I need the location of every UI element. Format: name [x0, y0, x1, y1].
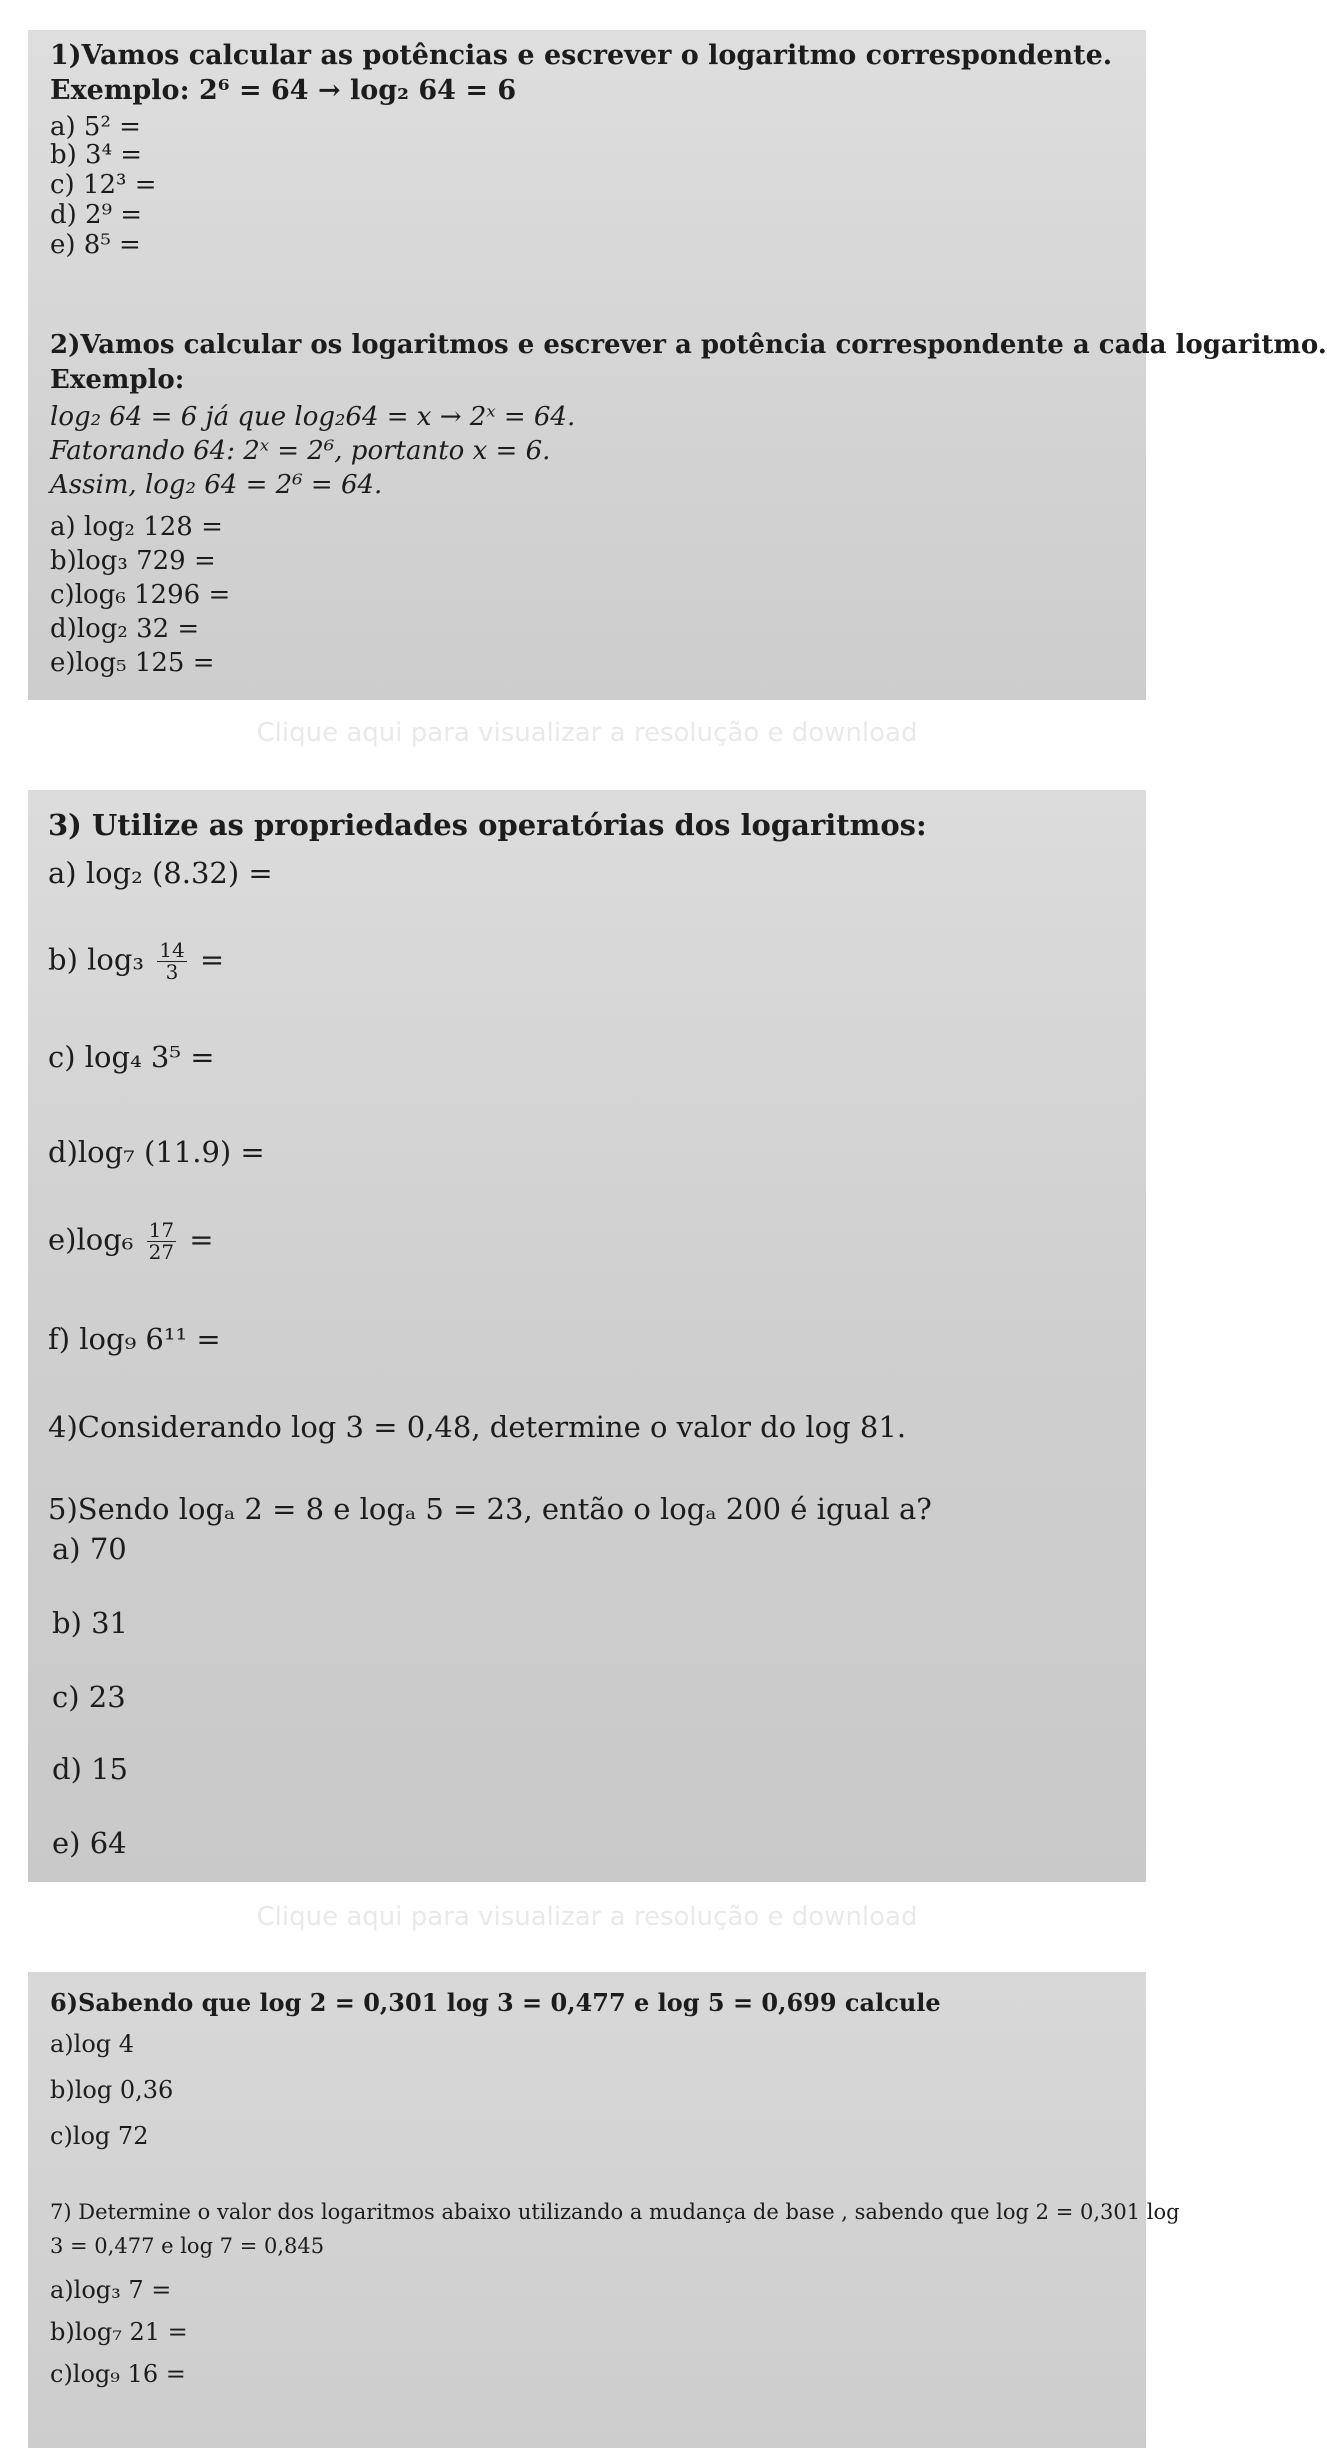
section2-item-e: e)log₅ 125 = [50, 648, 215, 678]
section1-example-expr: 2⁶ = 64 → log₂ 64 = 6 [198, 75, 517, 106]
section3-item-e-suffix: = [189, 1222, 214, 1257]
section3-item-b-suffix: = [199, 942, 225, 977]
section5-option-e: e) 64 [52, 1826, 127, 1860]
section5-option-d: d) 15 [52, 1752, 128, 1786]
section4-text: 4)Considerando log 3 = 0,48, determine o valor do log 81. [48, 1410, 907, 1444]
fraction-numerator: 17 [148, 1218, 175, 1242]
section3-item-e [48, 1220, 214, 1263]
section3-item-b-fraction [157, 940, 186, 983]
section6-text: 6)Sabendo que log 2 = 0,301 log 3 = 0,477 e log 5 = 0,699 calcule [50, 1988, 941, 2017]
section3-item-e-fraction [147, 1220, 176, 1263]
section7-line1: 7) Determine o valor dos logaritmos abaixo utilizando a mudança de base , sabendo que log 2 = 0,301 log [50, 2200, 1180, 2224]
section2-title: 2)Vamos calcular os logaritmos e escrever a potência correspondente a cada logaritmo. [50, 330, 1327, 360]
section2-example-label: Exemplo: [50, 365, 185, 395]
section3-item-f: f) log₉ 6¹¹ = [48, 1322, 221, 1356]
section6-item-b: b)log 0,36 [50, 2076, 174, 2104]
section2-example-line1: log₂ 64 = 6 já que log₂64 = x → 2ˣ = 64. [50, 402, 576, 432]
section1-item-c: c) 12³ = [50, 170, 157, 200]
section1-item-a: a) 5² = [50, 112, 141, 142]
section2-item-d: d)log₂ 32 = [50, 614, 200, 644]
section3-item-b [48, 940, 224, 983]
section3-item-a: a) log₂ (8.32) = [48, 856, 273, 890]
section1-item-d: d) 2⁹ = [50, 200, 143, 230]
section1-item-b: b) 3⁴ = [50, 140, 143, 170]
overlay-link-2[interactable]: Clique aqui para visualizar a resolução e download [256, 1902, 918, 1932]
section6-item-a: a)log 4 [50, 2030, 135, 2058]
section1-example [50, 75, 516, 106]
exercise-photo-3 [28, 1972, 1180, 2448]
section7-item-a: a)log₃ 7 = [50, 2276, 172, 2304]
section2-item-a: a) log₂ 128 = [50, 512, 223, 542]
section3-item-e-prefix: e)log₆ [48, 1222, 134, 1257]
section7-item-b: b)log₇ 21 = [50, 2318, 188, 2346]
exercise-photo-1 [28, 30, 1327, 700]
overlay-link-1[interactable]: Clique aqui para visualizar a resolução e download [256, 718, 918, 748]
section1-title: 1)Vamos calcular as potências e escrever o logaritmo correspondente. [50, 40, 1113, 71]
section1-example-label: Exemplo: [50, 75, 190, 106]
section7-item-c: c)log₉ 16 = [50, 2360, 186, 2388]
section2-item-c: c)log₆ 1296 = [50, 580, 231, 610]
section2-item-b: b)log₃ 729 = [50, 546, 216, 576]
section3-title: 3) Utilize as propriedades operatórias dos logaritmos: [48, 808, 927, 842]
section1-item-e: e) 8⁵ = [50, 230, 141, 260]
section5-option-a: a) 70 [52, 1532, 127, 1566]
section2-example-line2: Fatorando 64: 2ˣ = 2⁶, portanto x = 6. [50, 436, 551, 466]
section5-option-c: c) 23 [52, 1680, 126, 1714]
section3-item-c: c) log₄ 3⁵ = [48, 1040, 215, 1074]
section3-item-d: d)log₇ (11.9) = [48, 1135, 265, 1169]
exercise-photo-2 [28, 790, 1146, 1882]
fraction-denominator: 27 [148, 1240, 175, 1264]
section7-line2: 3 = 0,477 e log 7 = 0,845 [50, 2234, 325, 2258]
section6-item-c: c)log 72 [50, 2122, 149, 2150]
section2-example-line3: Assim, log₂ 64 = 2⁶ = 64. [50, 470, 383, 500]
fraction-denominator: 3 [165, 960, 179, 984]
section5-text: 5)Sendo logₐ 2 = 8 e logₐ 5 = 23, então o logₐ 200 é igual a? [48, 1492, 932, 1526]
section3-item-b-prefix: b) log₃ [48, 942, 145, 977]
section5-option-b: b) 31 [52, 1606, 128, 1640]
fraction-numerator: 14 [159, 938, 185, 962]
